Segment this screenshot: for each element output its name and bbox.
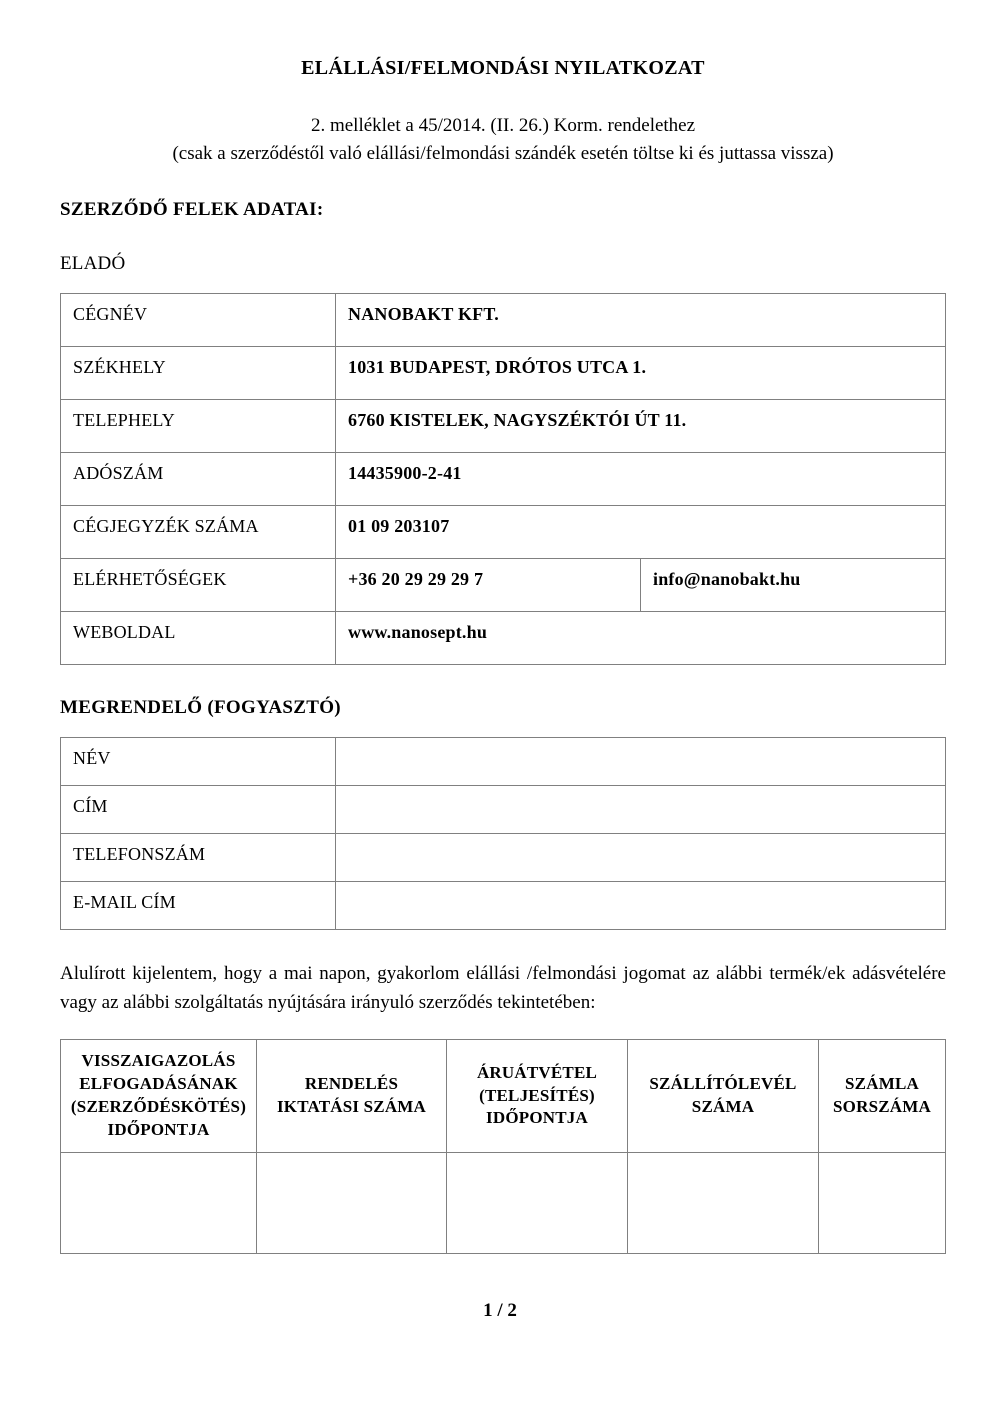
buyer-label-address: CÍM [61,786,336,834]
subtitle-line-regulation: 2. melléklet a 45/2014. (II. 26.) Korm. rendelethez [310,115,696,136]
table-row [61,559,946,612]
order-field-invoice-number[interactable] [819,1152,946,1253]
table-header-row [61,1040,946,1153]
table-row [61,834,946,882]
table-row [61,347,946,400]
buyer-label-phone: TELEFONSZÁM [61,834,336,882]
table-row [61,786,946,834]
table-row [61,294,946,347]
seller-value-company-name: NANOBAKT KFT. [336,294,946,347]
buyer-field-address[interactable] [336,786,946,834]
seller-value-phone: +36 20 29 29 29 7 [336,559,641,612]
order-field-contract-date[interactable] [61,1152,257,1253]
buyer-field-email[interactable] [336,882,946,930]
order-header-waybill-number: SZÁLLÍTÓLEVÉL SZÁMA [628,1040,819,1153]
seller-label-website: WEBOLDAL [61,612,336,665]
order-field-waybill-number[interactable] [628,1152,819,1253]
table-row [61,506,946,559]
order-field-order-number[interactable] [257,1152,447,1253]
seller-label-company-name: CÉGNÉV [61,294,336,347]
declaration-paragraph: Alulírott kijelentem, hogy a mai napon, gyakorlom elállási /felmondási jogomat az alábbi termék/ek adásvételére vagy az alábbi szolgáltatás nyújtására irányuló szerződés tekintetében: [60,963,946,1013]
buyer-data-table [60,737,946,930]
seller-label-registry-number: CÉGJEGYZÉK SZÁMA [61,506,336,559]
seller-label-tax-number: ADÓSZÁM [61,453,336,506]
table-row [61,882,946,930]
buyer-label-name: NÉV [61,738,336,786]
seller-value-headquarters: 1031 BUDAPEST, DRÓTOS UTCA 1. [336,347,946,400]
section-heading-buyer: MEGRENDELŐ (FOGYASZTÓ) [60,697,341,719]
seller-value-website: www.nanosept.hu [336,612,946,665]
buyer-field-name[interactable] [336,738,946,786]
table-row [61,1152,946,1253]
buyer-label-email: E-MAIL CÍM [61,882,336,930]
table-row [61,453,946,506]
seller-label-contacts: ELÉRHETŐSÉGEK [61,559,336,612]
page-number-footer: 1 / 2 [483,1300,517,1321]
table-row [61,400,946,453]
section-heading-seller: ELADÓ [60,253,126,275]
order-details-table [60,1039,946,1254]
page-title: ELÁLLÁSI/FELMONDÁSI NYILATKOZAT [301,57,705,79]
buyer-field-phone[interactable] [336,834,946,882]
document-content [60,56,946,1254]
order-header-order-number: RENDELÉS IKTATÁSI SZÁMA [257,1040,447,1153]
seller-data-table [60,293,946,665]
seller-label-site: TELEPHELY [61,400,336,453]
order-header-invoice-number: SZÁMLA SORSZÁMA [819,1040,946,1153]
subtitle-line-instruction: (csak a szerződéstől való elállási/felmondási szándék esetén töltse ki és juttassa vissza) [172,142,834,164]
document-subtitle [60,112,946,167]
seller-value-email: info@nanobakt.hu [641,559,946,612]
seller-label-headquarters: SZÉKHELY [61,347,336,400]
seller-value-site: 6760 KISTELEK, NAGYSZÉKTÓI ÚT 11. [336,400,946,453]
table-row [61,612,946,665]
seller-value-registry-number: 01 09 203107 [336,506,946,559]
order-header-delivery-date: ÁRUÁTVÉTEL (TELJESÍTÉS) IDŐPONTJA [447,1040,628,1153]
table-row [61,738,946,786]
section-heading-parties: SZERZŐDŐ FELEK ADATAI: [60,199,324,221]
order-field-delivery-date[interactable] [447,1152,628,1253]
seller-value-tax-number: 14435900-2-41 [336,453,946,506]
order-header-contract-date: VISSZAIGAZOLÁS ELFOGADÁSÁNAK (SZERZŐDÉSKÖTÉS) IDŐPONTJA [61,1040,257,1153]
